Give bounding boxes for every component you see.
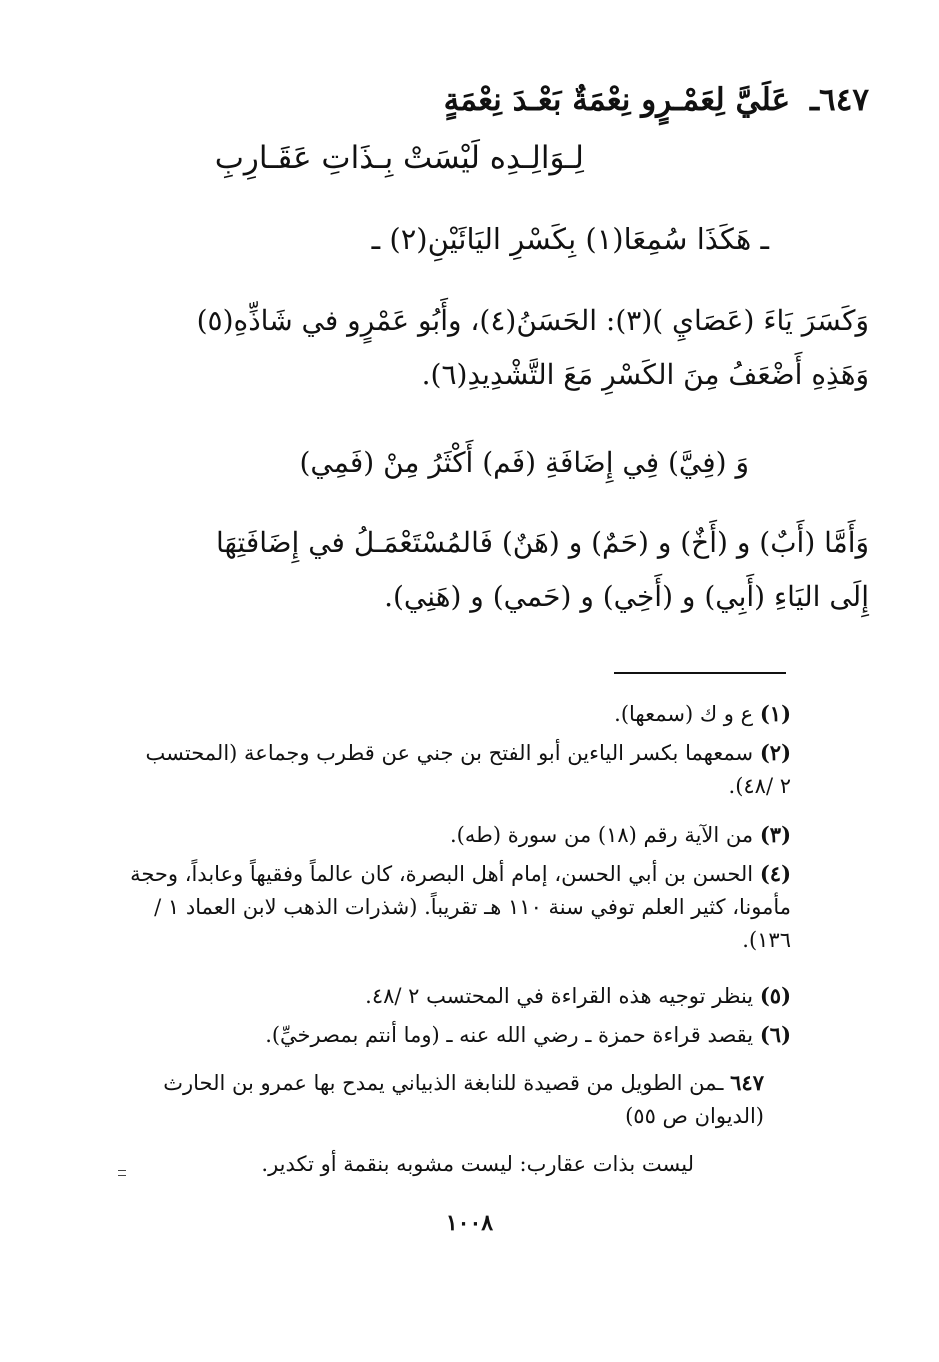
footnote-6-mark: (٦) [759,1022,791,1047]
footnote-6 [265,1018,791,1052]
footnote-1-mark: (١) [759,701,791,726]
hemistich-note: ـ هَكَذَا سُمِعَا(١) بِكَسْرِ اليَائَيْنِ(٢) ـ [371,222,769,256]
footnote-3-text: من الآية رقم (١٨) من سورة (طه). [449,823,754,847]
footnote-2 [129,736,791,803]
margin-mark [118,1170,126,1176]
footnote-1 [614,697,791,731]
verse-number: ٦٤٧ـ [809,82,869,118]
verse-gloss: ليست بذات عقارب: ليست مشوبه بنقمة أو تكدير. [261,1152,694,1176]
footnote-1-text: ع و ك (سمعها). [614,702,754,726]
footnote-3-mark: (٣) [759,822,791,847]
footnote-5 [365,979,791,1013]
footnote-5-mark: (٥) [759,983,791,1008]
verse-source-text: ـمن الطويل من قصيدة للنابغة الذبياني يمدح بها عمرو بن الحارث (الديوان ص ٥٥) [163,1071,764,1128]
footnote-4-mark: (٤) [759,861,791,886]
footnote-4-text: الحسن بن أبي الحسن، إمام أهل البصرة، كان عالماً وفقيهاً وعابداً، وحجة مأمونا، كثير العلم توفي سنة ١١٠ هـ تقريباً. (شذرات الذهب لابن العماد ١ /١٣٦). [130,862,791,952]
footnote-5-text: ينظر توجيه هذه القراءة في المحتسب ٢ /٤٨. [365,984,754,1008]
verse-line-2: لِـوَالِـدِه لَيْسَتْ بِـذَاتِ عَقَـارِبِ [214,140,584,176]
verse-source-mark: ٦٤٧ [730,1070,764,1095]
footnote-3 [450,818,791,852]
paragraph-1: وَكَسَرَ يَاءَ (عَصَايِ )(٣): الحَسَنُ(٤)، وأَبُو عَمْرٍو في شَاذِّهِ(٥) وَهَذِهِ أَضْعَفُ مِنَ الكَسْرِ مَعَ التَّشْدِيدِ(٦). [196,304,869,391]
verse-source-note [132,1066,764,1133]
verse-first-hemistich [444,82,869,118]
footnote-6-text: يقصد قراءة حمزة ـ رضي الله عنه ـ (وما أنتم بمصرخيِّ). [265,1023,754,1047]
footnote-4 [129,857,791,957]
footnote-2-mark: (٢) [759,740,791,765]
verse-line-1: عَلَيَّ لِعَمْـرٍو نِعْمَةٌ بَعْـدَ نِعْمَةٍ [443,82,791,118]
paragraph-3: وَأَمَّا (أَبٌ) و (أَخٌ) و (حَمٌ) و (هَنٌ) فَالمُسْتَعْمَـلُ في إِضَافَتِهَا إِلَى اليَاءِ (أَبِي) و (أَخِي) و (حَمي) و (هَنِي). [215,526,869,613]
page-number: ١٠٠٨ [445,1210,494,1236]
paragraph-2: وَ (فِيَّ) فِي إِضَافَةِ (فَم) أَكْثَرُ مِنْ (فَمِي) [299,446,749,479]
footnote-separator [614,672,786,674]
footnote-2-text: سمعهما بكسر الياءين أبو الفتح بن جني عن قطرب وجماعة (المحتسب ٢ /٤٨). [145,741,791,798]
